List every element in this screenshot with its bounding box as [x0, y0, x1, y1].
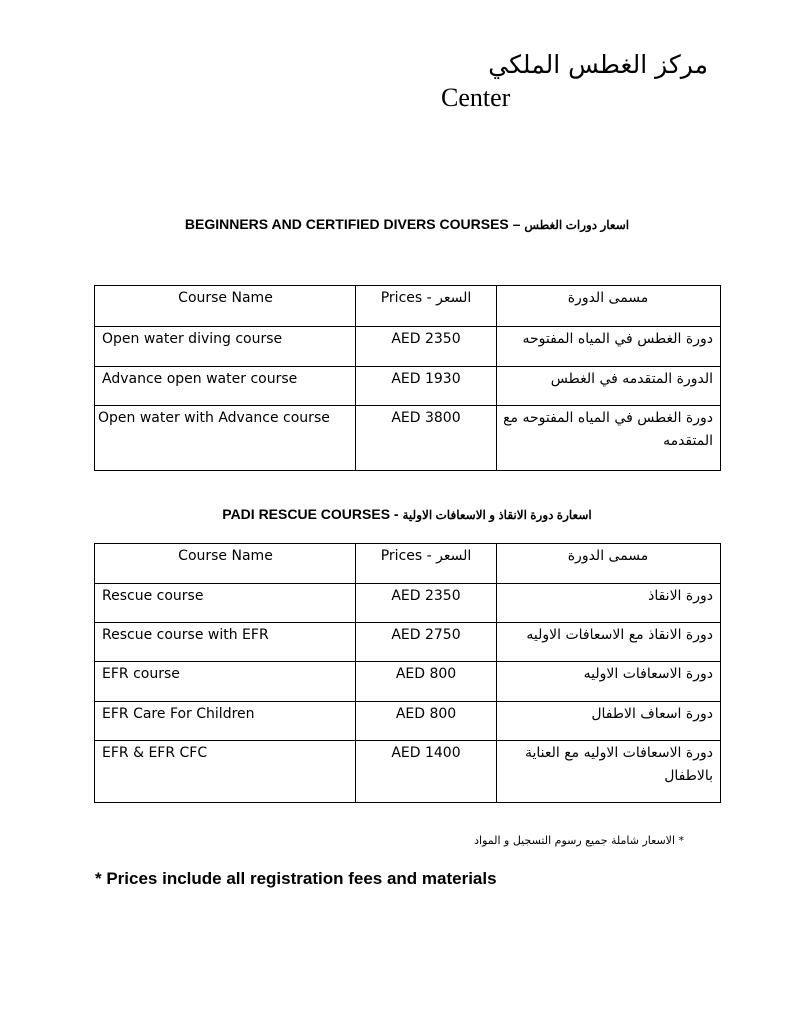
course-name-cell: EFR course [95, 662, 356, 702]
footnote-arabic: * الاسعار شاملة جميع رسوم التسجيل و المواد [474, 834, 684, 847]
course-name-cell: Rescue course [95, 584, 356, 623]
course-price-cell: AED 1930 [356, 367, 497, 406]
course-name-ar-cell: دورة الانقاذ مع الاسعافات الاوليه [497, 623, 721, 662]
column-header-prices: Prices - السعر [356, 544, 497, 584]
course-name-ar-cell: دورة الغطس في المياه المفتوحه مع المتقدمه [497, 406, 721, 471]
column-header-prices: Prices - السعر [356, 286, 497, 327]
table-row [95, 702, 721, 741]
table-header-row [95, 544, 721, 584]
course-name-ar-cell: دورة الاسعافات الاوليه [497, 662, 721, 702]
table-row [95, 623, 721, 662]
course-name-cell: EFR Care For Children [95, 702, 356, 741]
course-name-ar-cell: دورة الغطس في المياه المفتوحه [497, 327, 721, 367]
course-name-cell: Rescue course with EFR [95, 623, 356, 662]
table-row [95, 406, 721, 471]
course-name-cell: Open water diving course [95, 327, 356, 367]
beginners-courses-table [94, 285, 721, 471]
section-heading-rescue [94, 506, 720, 522]
section-heading-en: BEGINNERS AND CERTIFIED DIVERS COURSES – [184, 216, 521, 232]
rescue-courses-table [94, 543, 721, 803]
course-name-ar-cell: دورة الاسعافات الاوليه مع العناية بالاطفال [497, 741, 721, 803]
table-row [95, 584, 721, 623]
course-price-cell: AED 800 [356, 702, 497, 741]
column-header-course-name-ar: مسمى الدورة [497, 286, 721, 327]
course-price-cell: AED 3800 [356, 406, 497, 471]
course-price-cell: AED 1400 [356, 741, 497, 803]
course-name-ar-cell: دورة الانقاذ [497, 584, 721, 623]
table-row [95, 662, 721, 702]
course-price-cell: AED 2350 [356, 327, 497, 367]
section-heading-ar: اسعار دورات الغطس [524, 218, 630, 232]
section-heading-beginners [94, 216, 720, 232]
table-row [95, 741, 721, 803]
course-name-cell: EFR & EFR CFC [95, 741, 356, 803]
course-price-cell: AED 2350 [356, 584, 497, 623]
table-row [95, 367, 721, 406]
page-title-english: Center [441, 83, 511, 112]
course-name-ar-cell: دورة اسعاف الاطفال [497, 702, 721, 741]
column-header-course-name-ar: مسمى الدورة [497, 544, 721, 584]
course-price-cell: AED 2750 [356, 623, 497, 662]
table-row [95, 327, 721, 367]
column-header-course-name: Course Name [95, 286, 356, 327]
column-header-course-name: Course Name [95, 544, 356, 584]
footnote-english: * Prices include all registration fees and materials [95, 869, 497, 888]
page-title-arabic: مركز الغطس الملكي [488, 50, 708, 79]
course-name-ar-cell: الدورة المتقدمه في الغطس [497, 367, 721, 406]
section-heading-en: PADI RESCUE COURSES - [222, 506, 399, 522]
course-name-cell: Advance open water course [95, 367, 356, 406]
section-heading-ar: اسعارة دورة الانقاذ و الاسعافات الاولية [402, 508, 592, 522]
table-header-row [95, 286, 721, 327]
course-price-cell: AED 800 [356, 662, 497, 702]
course-name-cell: Open water with Advance course [95, 406, 356, 471]
